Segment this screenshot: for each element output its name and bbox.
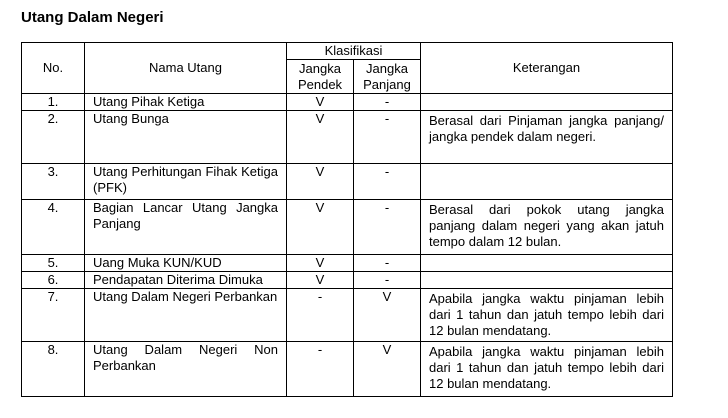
- row-keterangan: Berasal dari Pinjaman jangka panjang/ jangka pendek dalam negeri.: [421, 111, 673, 164]
- row-keterangan: [421, 272, 673, 289]
- row-keterangan: Apabila jangka waktu pinjaman lebih dari 1 tahun dan jatuh tempo lebih dari 12 bulan mendatang.: [421, 289, 673, 342]
- row-pendek: V: [287, 164, 354, 200]
- row-pendek: V: [287, 94, 354, 111]
- utang-table: [21, 42, 673, 397]
- row-panjang: V: [354, 342, 421, 397]
- row-keterangan: Berasal dari pokok utang jangka panjang dalam negeri yang akan jatuh tempo dalam 12 bulan.: [421, 200, 673, 255]
- table-row: [22, 111, 673, 164]
- row-keterangan: [421, 255, 673, 272]
- row-no: 6.: [22, 272, 85, 289]
- row-pendek: V: [287, 255, 354, 272]
- row-keterangan: [421, 164, 673, 200]
- header-no: No.: [22, 43, 85, 94]
- table-row: [22, 94, 673, 111]
- row-no: 5.: [22, 255, 85, 272]
- row-no: 2.: [22, 111, 85, 164]
- row-nama: Utang Dalam Negeri Non Perbankan: [85, 342, 287, 397]
- row-keterangan: Apabila jangka waktu pinjaman lebih dari 1 tahun dan jatuh tempo lebih dari 12 bulan mendatang.: [421, 342, 673, 397]
- section-title: Utang Dalam Negeri: [21, 9, 164, 26]
- table-row: [22, 200, 673, 255]
- table-row: [22, 164, 673, 200]
- row-no: 1.: [22, 94, 85, 111]
- row-no: 8.: [22, 342, 85, 397]
- row-nama: Utang Dalam Negeri Perbankan: [85, 289, 287, 342]
- header-nama-utang: Nama Utang: [85, 43, 287, 94]
- header-jangka-panjang: Jangka Panjang: [354, 60, 421, 94]
- row-pendek: V: [287, 111, 354, 164]
- row-panjang: -: [354, 164, 421, 200]
- row-no: 7.: [22, 289, 85, 342]
- row-nama: Bagian Lancar Utang Jangka Panjang: [85, 200, 287, 255]
- header-keterangan: Keterangan: [421, 43, 673, 94]
- table-row: [22, 342, 673, 397]
- header-klasifikasi: Klasifikasi: [287, 43, 421, 60]
- row-pendek: -: [287, 289, 354, 342]
- row-no: 3.: [22, 164, 85, 200]
- row-nama: Utang Pihak Ketiga: [85, 94, 287, 111]
- row-panjang: -: [354, 111, 421, 164]
- table-row: [22, 272, 673, 289]
- row-nama: Utang Bunga: [85, 111, 287, 164]
- row-panjang: -: [354, 200, 421, 255]
- row-pendek: V: [287, 200, 354, 255]
- row-pendek: -: [287, 342, 354, 397]
- row-nama: Pendapatan Diterima Dimuka: [85, 272, 287, 289]
- row-nama: Uang Muka KUN/KUD: [85, 255, 287, 272]
- header-jangka-pendek: Jangka Pendek: [287, 60, 354, 94]
- row-keterangan: [421, 94, 673, 111]
- row-panjang: V: [354, 289, 421, 342]
- row-no: 4.: [22, 200, 85, 255]
- row-pendek: V: [287, 272, 354, 289]
- row-nama: Utang Perhitungan Fihak Ketiga (PFK): [85, 164, 287, 200]
- table-row: [22, 289, 673, 342]
- row-panjang: -: [354, 272, 421, 289]
- table-row: [22, 255, 673, 272]
- row-panjang: -: [354, 94, 421, 111]
- row-panjang: -: [354, 255, 421, 272]
